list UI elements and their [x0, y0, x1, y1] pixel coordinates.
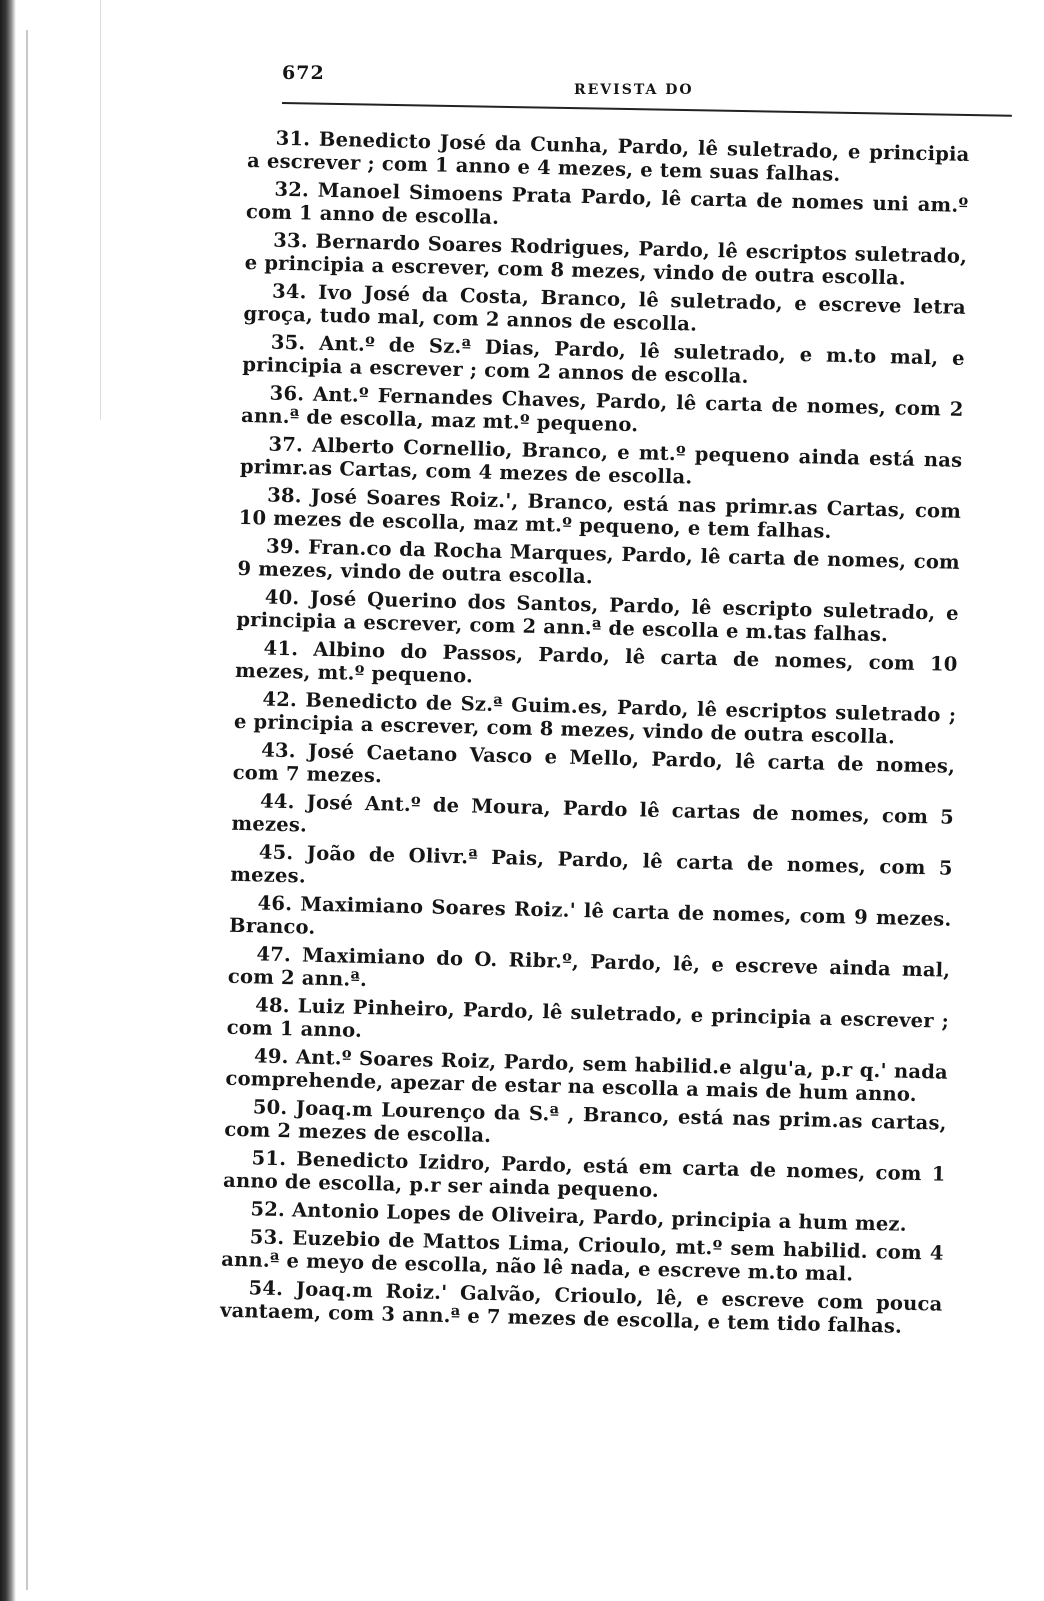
entry-50: 50. Joaq.m Lourenço da S.ª , Branco, está nas prim.as cartas, com 2 mezes de escolla. — [224, 1095, 947, 1148]
entry-41: 41. Albino do Passos, Pardo, lê carta de nomes, com 10 mezes, mt.º pequeno. — [234, 636, 958, 688]
entry-53: 53. Euzebio de Mattos Lima, Crioulo, mt.º sem habilid. com 4 ann.ª e meyo de escolla, não lê nada, e escreve m.to mal. — [221, 1225, 944, 1286]
binding-edge-line — [26, 30, 28, 1590]
entry-list — [220, 126, 970, 1344]
entry-45: 45. João de Olivr.ª Pais, Pardo, lê carta de nomes, com 5 mezes. — [230, 840, 953, 888]
binding-edge-faint-line — [100, 0, 101, 420]
entry-39: 39. Fran.co da Rocha Marques, Pardo, lê carta de nomes, com 9 mezes, vindo de outra escolla. — [237, 534, 961, 589]
entry-40: 40. José Querino dos Santos, Pardo, lê escripto suletrado, e principia a escrever, com 2 ann.ª de escolla e m.tas falhas. — [236, 585, 959, 647]
entry-42: 42. Benedicto de Sz.ª Guim.es, Pardo, lê escriptos suletrado ; e principia a escrever, com 8 mezes, vindo de outra escolla. — [233, 687, 957, 749]
entry-47: 47. Maximiano do O. Ribr.º, Pardo, lê, e escreve ainda mal, com 2 ann.ª. — [227, 942, 951, 992]
page-header — [282, 62, 1012, 102]
entry-52: 52. Antonio Lopes de Oliveira, Pardo, principia a hum mez. — [250, 1197, 907, 1236]
entry-37: 37. Alberto Cornellio, Branco, e mt.º pequeno ainda está nas primr.as Cartas, com 4 mezes de escolla. — [239, 432, 963, 489]
entry-51: 51. Benedicto Izidro, Pardo, está em carta de nomes, com 1 anno de escolla, p.r ser ainda pequeno. — [222, 1146, 946, 1202]
entry-35: 35. Ant.º de Sz.ª Dias, Pardo, lê suletrado, e m.to mal, e principia a escrever ; com 2 annos de escolla. — [242, 330, 965, 388]
entry-34: 34. Ivo José da Costa, Branco, lê suletrado, e escreve letra groça, tudo mal, com 2 annos de escolla. — [243, 279, 967, 336]
entry-48: 48. Luiz Pinheiro, Pardo, lê suletrado, e principia a escrever ; com 1 anno. — [226, 993, 950, 1042]
entry-49: 49. Ant.º Soares Roiz, Pardo, sem habilid.e algu'a, p.r q.' nada comprehende, apezar de estar na escolla a mais de hum anno. — [225, 1044, 949, 1107]
binding-edge-shadow — [0, 0, 16, 1601]
entry-33: 33. Bernardo Soares Rodrigues, Pardo, lê escriptos suletrado, e principia a escrever, com 8 mezes, vindo de outra escolla. — [244, 228, 968, 290]
entry-44: 44. José Ant.º de Moura, Pardo lê cartas de nomes, com 5 mezes. — [231, 789, 955, 837]
entry-54: 54. Joaq.m Roiz.' Galvão, Crioulo, lê, e escreve com pouca vantaem, com 3 ann.ª e 7 mezes de escolla, e tem tido falhas. — [219, 1276, 943, 1338]
header-rule — [282, 102, 1012, 117]
running-head: REVISTA DO — [574, 82, 694, 98]
entry-31: 31. Benedicto José da Cunha, Pardo, lê suletrado, e principia a escrever ; com 1 anno e 4 mezes, e tem suas falhas. — [246, 126, 970, 186]
page-number: 672 — [282, 62, 325, 84]
entry-38: 38. José Soares Roiz.', Branco, está nas primr.as Cartas, com 10 mezes de escolla, maz mt.º pequeno, e tem falhas. — [238, 483, 962, 543]
entry-32: 32. Manoel Simoens Prata Pardo, lê carta de nomes uni am.º com 1 anno de escolla. — [245, 177, 969, 229]
entry-43: 43. José Caetano Vasco e Mello, Pardo, lê carta de nomes, com 7 mezes. — [232, 738, 956, 788]
entry-46: 46. Maximiano Soares Roiz.' lê carta de nomes, com 9 mezes. Branco. — [228, 891, 952, 939]
entry-36: 36. Ant.º Fernandes Chaves, Pardo, lê carta de nomes, com 2 ann.ª de escolla, maz mt.º pequeno. — [240, 381, 964, 437]
